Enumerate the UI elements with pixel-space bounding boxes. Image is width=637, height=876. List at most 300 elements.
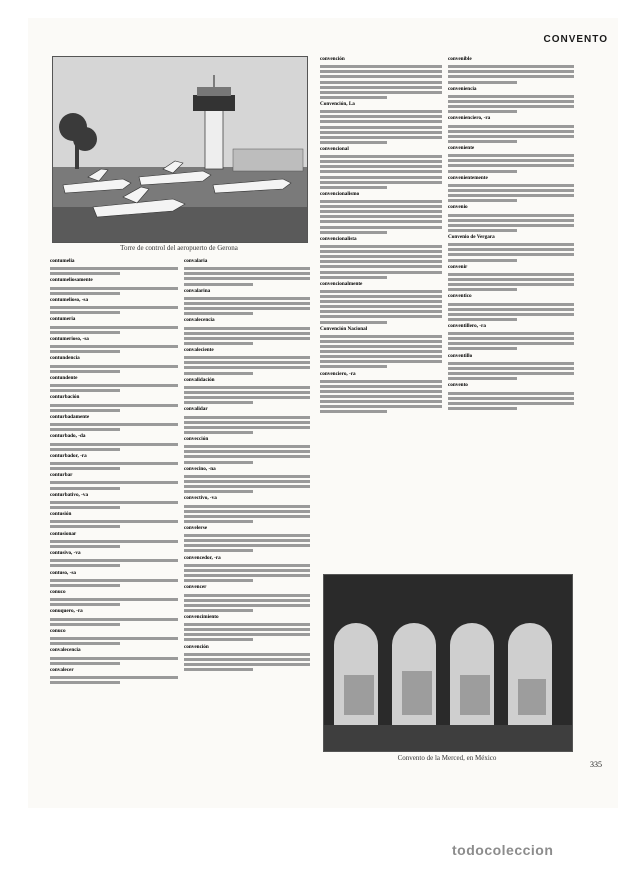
entry-text-line: [50, 467, 120, 470]
entry-text-line: [448, 140, 517, 143]
entry-text-line: [184, 515, 310, 518]
headword-text: contusión: [50, 511, 72, 518]
entry-text-line: [50, 306, 178, 309]
entry-headword: [50, 647, 178, 654]
entry-headword: [448, 145, 574, 152]
entry-text-line: [50, 331, 120, 334]
dictionary-column-1: [50, 258, 178, 790]
entry-text-line: [448, 397, 574, 400]
entry-text-line: [320, 380, 442, 383]
entry-headword: [448, 86, 574, 93]
entry-text-line: [448, 81, 517, 84]
entry-text-line: [184, 574, 310, 577]
entry-headword: [320, 146, 442, 153]
control-tower-photo: [52, 56, 308, 243]
entry-text-line: [50, 345, 178, 348]
headword-text: convención: [184, 643, 209, 650]
entry-text-line: [448, 332, 574, 335]
headword-text: conturbadamente: [50, 413, 90, 420]
entry-text-line: [50, 272, 120, 275]
headword-text: conveniencia: [448, 85, 477, 92]
entry-text-line: [184, 653, 310, 656]
entry-headword: [320, 371, 442, 378]
entry-headword: [184, 288, 310, 295]
entry-text-line: [184, 396, 310, 399]
entry-text-line: [50, 637, 178, 640]
entry-text-line: [448, 125, 574, 128]
headword-text: conturbar: [50, 472, 73, 479]
entry-text-line: [320, 220, 442, 223]
entry-headword: [320, 101, 442, 108]
entry-headword: [50, 297, 178, 304]
entry-text-line: [448, 214, 574, 217]
entry-text-line: [448, 313, 574, 316]
entry-headword: [50, 667, 178, 674]
entry-text-line: [50, 681, 120, 684]
entry-text-line: [184, 277, 310, 280]
watermark: todocoleccion: [452, 842, 554, 858]
entry-text-line: [184, 579, 253, 582]
entry-headword: [184, 436, 310, 443]
entry-text-line: [184, 416, 310, 419]
entry-text-line: [50, 370, 120, 373]
headword-text: convalidación: [184, 376, 215, 383]
headword-text: conventillero, -ra: [448, 322, 486, 329]
entry-text-line: [184, 327, 310, 330]
entry-text-line: [50, 481, 178, 484]
headword-text: Convención, La: [320, 100, 355, 107]
entry-text-line: [320, 91, 442, 94]
entry-text-line: [184, 569, 310, 572]
entry-text-line: [184, 297, 310, 300]
entry-text-line: [184, 599, 310, 602]
entry-headword: [448, 175, 574, 182]
entry-text-line: [320, 365, 387, 368]
headword-text: convecino, -na: [184, 465, 216, 472]
entry-headword: [320, 236, 442, 243]
entry-text-line: [448, 154, 574, 157]
headword-text: convencional: [320, 145, 349, 152]
entry-text-line: [50, 618, 178, 621]
entry-text-line: [50, 443, 178, 446]
entry-headword: [448, 323, 574, 330]
entry-text-line: [50, 657, 178, 660]
entry-text-line: [50, 448, 120, 451]
entry-text-line: [320, 205, 442, 208]
entry-text-line: [448, 278, 574, 281]
page-number: 335: [590, 760, 602, 769]
entry-text-line: [184, 609, 253, 612]
entry-text-line: [320, 126, 442, 129]
headword-text: conveniente: [448, 144, 475, 151]
entry-headword: [184, 258, 310, 265]
headword-text: conturbación: [50, 394, 80, 401]
entry-headword: [50, 414, 178, 421]
entry-text-line: [320, 210, 442, 213]
entry-text-line: [448, 347, 517, 350]
entry-headword: [184, 317, 310, 324]
entry-headword: [50, 355, 178, 362]
entry-text-line: [448, 189, 574, 192]
headword-text: conturbador, -ra: [50, 452, 87, 459]
entry-text-line: [320, 271, 442, 274]
entry-headword: [448, 293, 574, 300]
entry-text-line: [50, 292, 120, 295]
entry-text-line: [184, 475, 310, 478]
headword-text: conuco: [50, 588, 66, 595]
headword-text: convento: [448, 382, 468, 389]
entry-text-line: [320, 75, 442, 78]
top-photo-caption: Torre de control del aeropuerto de Gerona: [120, 244, 238, 252]
entry-text-line: [184, 539, 310, 542]
headword-text: convectivo, -va: [184, 495, 217, 502]
entry-text-line: [448, 199, 517, 202]
entry-text-line: [50, 428, 120, 431]
entry-text-line: [184, 302, 310, 305]
entry-text-line: [320, 295, 442, 298]
entry-text-line: [184, 564, 310, 567]
headword-text: conturbativo, -va: [50, 491, 89, 498]
entry-headword: [184, 525, 310, 532]
headword-text: convenible: [448, 56, 472, 62]
entry-text-line: [184, 361, 310, 364]
headword-text: contundencia: [50, 355, 80, 362]
entry-headword: [448, 56, 574, 63]
headword-text: contusionar: [50, 530, 77, 537]
headword-text: convenir: [448, 263, 468, 270]
entry-text-line: [50, 540, 178, 543]
entry-text-line: [448, 95, 574, 98]
dictionary-column-4: [448, 56, 574, 566]
entry-text-line: [320, 245, 442, 248]
entry-text-line: [320, 110, 442, 113]
entry-text-line: [448, 229, 517, 232]
entry-text-line: [320, 410, 387, 413]
entry-text-line: [448, 135, 574, 138]
headword-text: convencionalmente: [320, 280, 363, 287]
entry-headword: [184, 406, 310, 413]
entry-text-line: [184, 510, 310, 513]
entry-text-line: [320, 345, 442, 348]
headword-text: convencimiento: [184, 613, 219, 620]
entry-headword: [184, 584, 310, 591]
entry-text-line: [50, 506, 120, 509]
headword-text: convalarina: [184, 287, 211, 294]
entry-text-line: [184, 342, 253, 345]
entry-text-line: [50, 365, 178, 368]
entry-text-line: [320, 160, 442, 163]
entry-headword: [50, 589, 178, 596]
entry-text-line: [448, 70, 574, 73]
entry-text-line: [50, 287, 178, 290]
entry-text-line: [50, 267, 178, 270]
headword-text: convalidar: [184, 406, 208, 413]
headword-text: convalaria: [184, 258, 208, 264]
entry-text-line: [184, 668, 253, 671]
entry-text-line: [320, 335, 442, 338]
entry-text-line: [184, 520, 253, 523]
entry-text-line: [184, 594, 310, 597]
headword-text: contumeliosamente: [50, 277, 93, 284]
entry-text-line: [50, 326, 178, 329]
entry-text-line: [320, 86, 442, 89]
entry-text-line: [320, 215, 442, 218]
headword-text: convención: [320, 56, 345, 62]
entry-text-line: [184, 663, 310, 666]
entry-text-line: [50, 584, 120, 587]
entry-text-line: [50, 423, 178, 426]
dictionary-column-2: [184, 258, 310, 790]
entry-text-line: [448, 224, 574, 227]
entry-text-line: [184, 307, 310, 310]
entry-text-line: [320, 276, 387, 279]
entry-text-line: [184, 356, 310, 359]
entry-headword: [50, 375, 178, 382]
entry-text-line: [50, 579, 178, 582]
entry-text-line: [50, 487, 120, 490]
entry-text-line: [184, 544, 310, 547]
entry-text-line: [448, 308, 574, 311]
entry-text-line: [184, 534, 310, 537]
entry-text-line: [184, 391, 310, 394]
entry-text-line: [448, 164, 574, 167]
entry-headword: [50, 258, 178, 265]
entry-text-line: [320, 170, 442, 173]
entry-text-line: [320, 155, 442, 158]
entry-headword: [184, 555, 310, 562]
entry-text-line: [448, 288, 517, 291]
entry-text-line: [448, 253, 574, 256]
entry-text-line: [320, 290, 442, 293]
entry-text-line: [184, 480, 310, 483]
entry-headword: [50, 608, 178, 615]
entry-text-line: [50, 520, 178, 523]
entry-text-line: [448, 184, 574, 187]
entry-text-line: [448, 100, 574, 103]
entry-text-line: [320, 260, 442, 263]
entry-headword: [50, 511, 178, 518]
headword-text: contuso, -sa: [50, 569, 76, 576]
entry-text-line: [50, 462, 178, 465]
entry-text-line: [448, 110, 517, 113]
entry-text-line: [50, 559, 178, 562]
entry-text-line: [184, 461, 253, 464]
entry-text-line: [184, 485, 310, 488]
entry-headword: [50, 316, 178, 323]
entry-text-line: [184, 450, 310, 453]
entry-text-line: [184, 658, 310, 661]
headword-text: convalecer: [50, 666, 74, 673]
entry-text-line: [320, 96, 387, 99]
entry-text-line: [50, 350, 120, 353]
headword-text: contumelioso, -sa: [50, 296, 89, 303]
entry-text-line: [448, 273, 574, 276]
entry-text-line: [184, 267, 310, 270]
entry-headword: [50, 570, 178, 577]
entry-text-line: [184, 455, 310, 458]
headword-text: convenientemente: [448, 174, 488, 181]
headword-text: conventillo: [448, 352, 473, 359]
headword-text: contumelia: [50, 258, 75, 264]
entry-text-line: [448, 130, 574, 133]
entry-headword: [184, 495, 310, 502]
entry-text-line: [320, 200, 442, 203]
entry-headword: [448, 264, 574, 271]
entry-text-line: [448, 105, 574, 108]
entry-text-line: [184, 623, 310, 626]
headword-text: contundente: [50, 374, 78, 381]
entry-text-line: [320, 181, 442, 184]
entry-headword: [50, 394, 178, 401]
entry-headword: [448, 382, 574, 389]
entry-text-line: [320, 255, 442, 258]
entry-text-line: [320, 131, 442, 134]
dictionary-page: [28, 18, 618, 808]
entry-text-line: [184, 604, 310, 607]
headword-text: conuquero, -ra: [50, 608, 83, 615]
entry-headword: [320, 326, 442, 333]
entry-text-line: [50, 384, 178, 387]
entry-text-line: [448, 248, 574, 251]
headword-text: contusivo, -va: [50, 550, 81, 557]
headword-text: conventico: [448, 293, 472, 300]
entry-headword: [320, 281, 442, 288]
entry-text-line: [320, 355, 442, 358]
entry-text-line: [320, 226, 442, 229]
entry-text-line: [448, 303, 574, 306]
entry-text-line: [184, 628, 310, 631]
headword-text: convalecencia: [50, 647, 81, 654]
entry-headword: [50, 492, 178, 499]
entry-text-line: [320, 265, 442, 268]
headword-text: convenio: [448, 204, 468, 211]
entry-headword: [50, 433, 178, 440]
entry-text-line: [320, 340, 442, 343]
entry-text-line: [448, 367, 574, 370]
entry-text-line: [184, 633, 310, 636]
entry-headword: [448, 204, 574, 211]
entry-text-line: [448, 342, 574, 345]
entry-headword: [50, 336, 178, 343]
entry-text-line: [184, 401, 253, 404]
bottom-photo-caption: Convento de la Merced, en México: [397, 754, 497, 762]
headword-text: convenciero, -ra: [320, 370, 356, 377]
entry-text-line: [184, 312, 253, 315]
entry-text-line: [320, 186, 387, 189]
headword-text: contumerioso, -sa: [50, 335, 89, 342]
headword-text: convaleciente: [184, 346, 214, 353]
entry-text-line: [184, 386, 310, 389]
entry-headword: [320, 191, 442, 198]
headword-text: convencionalista: [320, 235, 357, 242]
entry-text-line: [448, 159, 574, 162]
entry-text-line: [320, 165, 442, 168]
entry-text-line: [320, 120, 442, 123]
entry-headword: [184, 466, 310, 473]
entry-text-line: [320, 300, 442, 303]
headword-text: convección: [184, 435, 209, 442]
convent-arcade-illustration: [324, 575, 572, 751]
entry-headword: [184, 644, 310, 651]
headword-text: conuco: [50, 627, 66, 634]
entry-text-line: [50, 564, 120, 567]
entry-text-line: [320, 350, 442, 353]
entry-text-line: [184, 372, 253, 375]
entry-text-line: [448, 259, 517, 262]
entry-text-line: [448, 65, 574, 68]
entry-text-line: [184, 337, 310, 340]
entry-text-line: [320, 390, 442, 393]
entry-text-line: [448, 377, 517, 380]
headword-text: conturbado, -da: [50, 433, 86, 440]
entry-text-line: [320, 400, 442, 403]
dictionary-column-3: [320, 56, 442, 566]
entry-text-line: [50, 545, 120, 548]
entry-text-line: [448, 243, 574, 246]
headword-text: convelerse: [184, 524, 208, 531]
entry-text-line: [448, 392, 574, 395]
headword-text: convencedor, -ra: [184, 554, 221, 561]
control-tower-illustration: [53, 57, 307, 242]
entry-text-line: [320, 115, 442, 118]
entry-text-line: [320, 310, 442, 313]
entry-text-line: [320, 385, 442, 388]
entry-text-line: [320, 136, 442, 139]
entry-headword: [184, 614, 310, 621]
entry-text-line: [320, 250, 442, 253]
convent-photo: [323, 574, 573, 752]
headword-text: Convenio de Vergara: [448, 233, 495, 240]
entry-text-line: [184, 332, 310, 335]
entry-text-line: [448, 372, 574, 375]
entry-text-line: [50, 525, 120, 528]
entry-text-line: [448, 402, 574, 405]
entry-headword: [50, 550, 178, 557]
entry-text-line: [320, 395, 442, 398]
entry-text-line: [320, 405, 442, 408]
entry-text-line: [320, 176, 442, 179]
headword-text: convencionalismo: [320, 190, 360, 197]
entry-text-line: [448, 75, 574, 78]
entry-text-line: [50, 409, 120, 412]
entry-text-line: [320, 65, 442, 68]
entry-headword: [50, 472, 178, 479]
entry-text-line: [50, 598, 178, 601]
entry-headword: [50, 277, 178, 284]
entry-text-line: [184, 638, 253, 641]
entry-text-line: [50, 623, 120, 626]
entry-headword: [50, 628, 178, 635]
entry-text-line: [448, 194, 574, 197]
entry-text-line: [448, 219, 574, 222]
entry-text-line: [184, 426, 310, 429]
headword-text: contumeria: [50, 316, 76, 323]
entry-text-line: [448, 407, 517, 410]
entry-headword: [448, 353, 574, 360]
headword-text: convenienciero, -ra: [448, 115, 491, 122]
entry-headword: [50, 531, 178, 538]
entry-text-line: [184, 445, 310, 448]
entry-headword: [184, 377, 310, 384]
headword-text: convencer: [184, 584, 207, 591]
entry-text-line: [320, 81, 442, 84]
headword-text: Convención Nacional: [320, 325, 368, 332]
entry-text-line: [448, 170, 517, 173]
entry-text-line: [320, 305, 442, 308]
entry-text-line: [184, 272, 310, 275]
entry-text-line: [184, 421, 310, 424]
entry-text-line: [50, 676, 178, 679]
